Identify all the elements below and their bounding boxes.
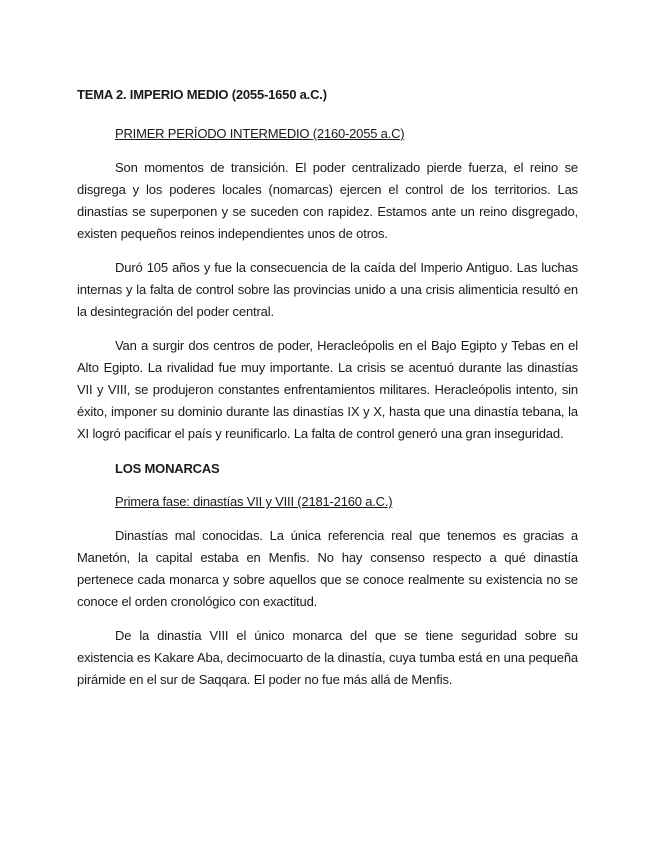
document-title: TEMA 2. IMPERIO MEDIO (2055-1650 a.C.) (77, 87, 327, 102)
paragraph-fase-1: Dinastías mal conocidas. La única referencia real que tenemos es gracias a Manetón, la capital estaba en Menfis. No hay consenso respecto a qué dinastía pertenece cada monarca y sobre aquellos que se conoce realmente su existencia no se conoce el orden cronológico con exactitud. (77, 528, 578, 609)
paragraph-fase-2: De la dinastía VIII el único monarca del que se tiene seguridad sobre su existencia es Kakare Aba, decimocuarto de la dinastía, cuya tumba está en una pequeña pirámide en el sur de Saqqara. El poder no fue más allá de Menfis. (77, 628, 578, 687)
paragraph-intro-1: Son momentos de transición. El poder centralizado pierde fuerza, el reino se disgrega y los poderes locales (nomarcas) ejercen el control de los territorios. Las dinastías se superponen y se suceden con rapidez. Estamos ante un reino disgregado, existen pequeños reinos independientes unos de otros. (77, 160, 578, 241)
paragraph-intro-3: Van a surgir dos centros de poder, Heracleópolis en el Bajo Egipto y Tebas en el Alto Egipto. La rivalidad fue muy importante. La crisis se acentuó durante las dinastías VII y VIII, se produjeron constantes enfrentamientos militares. Heracleópolis intento, sin éxito, imponer su dominio durante las dinastías IX y X, hasta que una dinastía tebana, la XI logró pacificar el país y reunificarlo. La falta de control generó una gran inseguridad. (77, 338, 578, 441)
subheading-primera-fase: Primera fase: dinastías VII y VIII (2181-2160 a.C.) (115, 494, 393, 509)
monarcas-heading: LOS MONARCAS (115, 461, 220, 476)
paragraph-intro-2: Duró 105 años y fue la consecuencia de la caída del Imperio Antiguo. Las luchas internas y la falta de control sobre las provincias unido a una crisis alimenticia resultó en la desintegración del poder central. (77, 260, 578, 319)
document-page (77, 86, 578, 691)
section-heading: PRIMER PERÍODO INTERMEDIO (2160-2055 a.C) (115, 126, 405, 141)
